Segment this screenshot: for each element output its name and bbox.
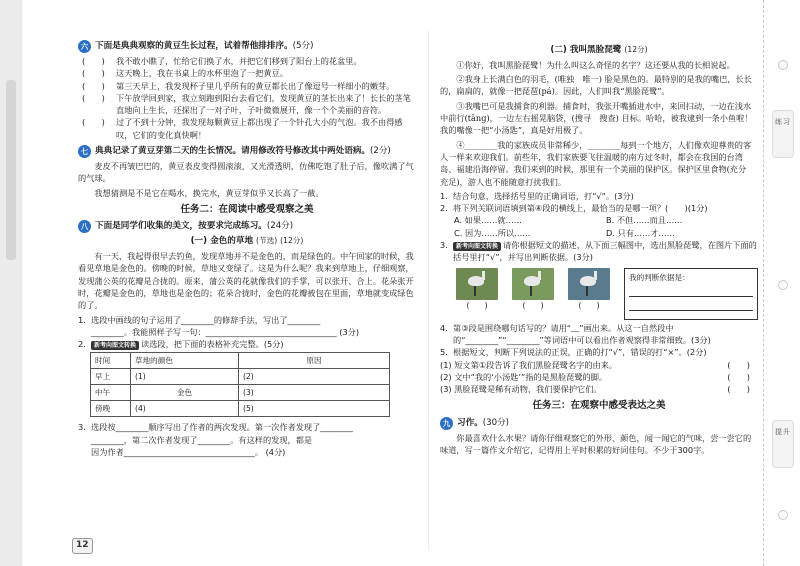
question-text: 选段中画线的句子运用了________的修辞手法，写出了________ [91, 314, 321, 325]
question-score: (3分) [339, 326, 360, 337]
question-6-title: 下面是典典观察的黄豆生长过程，试着帮他排排序。 [95, 41, 293, 52]
question-score: (3分) [691, 334, 711, 345]
table-cell-reason[interactable]: (3) [239, 385, 390, 401]
question-index: 4. [440, 322, 448, 333]
judgment-basis-box[interactable] [624, 268, 758, 320]
question-text: 选段按________顺序写出了作者的两次发现。第一次作者发现了________ [91, 422, 354, 433]
answer-paren[interactable]: ( ) [727, 359, 750, 370]
question-number-badge: 八 [78, 220, 91, 233]
table-cell-reason[interactable]: (5) [239, 401, 390, 417]
edge-tab-label: 练习 [775, 118, 791, 126]
question-index: 1. [440, 190, 448, 201]
order-item-text: 第三天早上，我发现杯子里几乎所有的黄豆都长出了像逗号一样细小的嫩芽。 [116, 80, 395, 91]
essay-prompt: 你最喜欢什么水果？请你仔细观察它的外形、颜色，闻一闻它的气味，尝一尝它的味道，写一篇作文介绍它，记得用上平时积累的好词佳句。不少于300字。 [440, 432, 752, 455]
question-9-score: (30分) [482, 417, 510, 428]
left-column [78, 40, 416, 458]
question-score: (3分) [614, 190, 634, 201]
order-item[interactable] [82, 55, 416, 67]
task-2-title: 任务二：在阅读中感受观察之美 [180, 203, 314, 215]
passage-2-heading: (二) 我叫黑脸琵鹭 [550, 45, 622, 55]
new-trend-badge: 新考向图文转换 [453, 242, 501, 251]
answer-paren[interactable]: ( ) [727, 371, 750, 382]
edge-tab [772, 420, 794, 468]
true-false-item[interactable] [440, 371, 758, 383]
question-number-badge: 九 [440, 417, 453, 430]
question-text: 结合句意，选择括号里的正确词语，打“√”。 [453, 190, 615, 201]
question-number-badge: 六 [78, 40, 91, 53]
bird-picture-1[interactable] [456, 268, 498, 311]
answer-paren[interactable]: ( ) [665, 203, 688, 214]
bird-picture-3[interactable] [568, 268, 610, 311]
question-index: 3. [440, 240, 448, 251]
statement-text: (1) 短文第①段告诉了我们黑脸琵鹭名字的由来。 [440, 359, 618, 370]
true-false-item[interactable] [440, 359, 758, 371]
question-9-header [440, 417, 758, 430]
page-number: 12 [72, 538, 93, 554]
passage-2-paragraph: ④________我的家族成员非常稀少，________每到一个地方，人们像欢迎尊贵的客人一样来欢迎我们。前些年，我们家族要飞往温暖的南方过冬时，都会在我国的台湾岛、福建沿海停留。我们来到的时候，那里有一个美丽的保护区。保护区里食物(充分 充足)，游人也不能随意打扰我们。 [440, 139, 755, 187]
table-header: 原因 [239, 353, 390, 369]
question-7-line: 我想猜测是不是它在喝水，换完水，黄豆芽似乎又长高了一截。 [94, 187, 324, 198]
question-index: 3. [78, 422, 86, 433]
true-false-item[interactable] [440, 383, 758, 395]
option-key: B. [606, 215, 615, 226]
table-cell-time: 傍晚 [91, 401, 131, 417]
question-7-header [78, 145, 416, 158]
question-8-header [78, 220, 416, 233]
passage-2-title [440, 44, 758, 57]
writing-line[interactable] [629, 301, 753, 311]
option-text: 如果……就…… [464, 215, 522, 226]
passage-1-heading: (一) 金色的草地 [190, 236, 254, 247]
question-text: 读选段，把下面的表格补充完整。 [141, 339, 264, 350]
order-item-text: 过了不到十分钟，我发现每颗黄豆上都出现了一个针孔大小的气泡。我不由得感叹，它们的变化真快啊！ [116, 117, 403, 140]
grass-color-table [90, 352, 390, 417]
passage-1-note: (节选) [256, 236, 278, 246]
answer-paren[interactable]: ( ) [82, 68, 105, 79]
bird-pictures [456, 268, 758, 320]
passage-2-paragraph: ②我身上长满白色的羽毛，(唯独 唯一) 脸是黑色的。最特别的是我的嘴巴，长长的，扁扁的，就像一把琵琶(pá)。因此，人们叫我“黑脸琵鹭”。 [440, 74, 752, 97]
question-score: (1分) [687, 203, 708, 214]
column-divider [428, 30, 429, 550]
binding-hole [778, 280, 788, 290]
question-text: 根据短文，判断下列说法的正误，正确的打“√”，错误的打“×”。 [453, 347, 687, 358]
bird-image [512, 268, 554, 300]
passage-2-score: (12分) [624, 45, 648, 54]
choice-options [454, 214, 758, 239]
edge-tab-label: 提升 [775, 428, 791, 436]
question-text: 请你根据短文的描述，从下面三幅图中，选出黑脸琵鹭，在图片下面的括号里打“√”，并写出判断依据。 [453, 240, 757, 263]
order-item[interactable] [82, 67, 416, 79]
question-text: 第③段是围绕哪句话写的？请用“﹏”画出来。从这一自然段中的“________”“________”等词语中可以看出作者观察得非常细致。 [453, 322, 692, 345]
bird-picture-2[interactable] [512, 268, 554, 311]
order-item-text: 我不敢小瞧了，忙给它们换了水，并把它们移到了阳台上的花盆里。 [116, 56, 362, 66]
passage-1-question-3[interactable] [78, 421, 416, 458]
question-9-title: 习作。 [457, 417, 483, 428]
question-text: ________，第二次作者发现了________。有这样的发现，都是 [91, 434, 313, 445]
option-key: C. [454, 227, 463, 238]
option-text: 不但……而且…… [616, 215, 683, 226]
right-binding-edge [763, 0, 800, 566]
left-binding-margin [0, 0, 22, 566]
question-text: 因为作者________________________________。 [91, 447, 263, 458]
choice-option-a[interactable] [454, 214, 606, 226]
question-6-score: (5分) [292, 41, 314, 52]
option-key: A. [454, 215, 463, 226]
choice-option-c[interactable] [454, 227, 606, 239]
passage-2-question-5 [440, 346, 758, 358]
question-7-score: (2分) [370, 146, 391, 157]
passage-2-question-3 [440, 239, 758, 264]
table-header: 草地的颜色 [131, 353, 239, 369]
option-text: 只有……才…… [617, 227, 675, 238]
passage-2-question-1 [440, 190, 758, 202]
passage-1-question-2: 2. 新考向图文转换 读选段，把下面的表格补充完整。(5分) [78, 339, 284, 350]
question-text: 将下列关联词语填到第④段的横线上，最恰当的是哪一项？ [453, 203, 666, 214]
passage-1-question-1[interactable] [78, 314, 416, 339]
new-trend-badge: 新考向图文转换 [91, 341, 139, 350]
question-6-header [78, 40, 416, 53]
bird-image [456, 268, 498, 300]
writing-line[interactable] [629, 287, 753, 297]
question-score: (2分) [686, 347, 707, 358]
choice-option-d[interactable] [606, 227, 758, 239]
question-8-title: 下面是同学们收集的美文，按要求完成练习。 [95, 221, 267, 232]
question-8-score: (24分) [266, 221, 294, 232]
question-score: (3分) [573, 252, 593, 263]
order-item[interactable] [82, 116, 416, 141]
question-7-line: 麦皮不再皱巴巴的，黄豆表皮变得圆滚滚，又光滑透明，仿佛吃饱了肚子后，像吹满了气的气球。 [78, 161, 414, 184]
answer-paren[interactable]: ( ) [82, 56, 105, 66]
table-cell-color[interactable]: (1) [131, 369, 239, 385]
bird-image [568, 268, 610, 300]
binding-hole [778, 510, 788, 520]
answer-paren[interactable]: ( ) [82, 117, 105, 128]
question-score: (5分) [263, 339, 284, 350]
order-item-text: 下午放学回到家，我立刻跑到阳台去看它们，发现黄豆的茎长出来了！长长的茎笔直地向上生长，还探出了一对子叶，子叶微微展开，像一个个美丽的音符。 [116, 92, 411, 116]
passage-2-question-2 [440, 202, 758, 214]
picture-answer-paren[interactable]: ( ) [466, 300, 488, 310]
question-text: ________。我能照样子写一句：________________________________ [91, 326, 337, 337]
answer-paren[interactable]: ( ) [82, 92, 105, 103]
passage-1-text: 有一天，我起得很早去钓鱼，发现草地并不是金色的，而是绿色的。中午回家的时候，我看见草地是金色的。傍晚的时候，草地又变绿了。这是为什么呢？我来到草地上，仔细观察，发现蒲公英的花瓣是合拢的。原来，蒲公英的花就像我们的手掌，可以张开、合上。花朵张开时，花瓣是金色的，草地也是金色的；花朵合拢时，金色的花瓣被包在里面，草地就变成绿色的了。 [78, 251, 414, 311]
question-score: (4分) [265, 447, 286, 458]
table-row [91, 385, 390, 401]
edge-tab [772, 110, 794, 158]
right-column [440, 42, 758, 458]
table-cell-color: 金色 [131, 385, 239, 401]
table-cell-time: 早上 [91, 369, 131, 385]
statement-text: (2) 文中“我的‘小汤匙’”指的是黑脸琵鹭的脚。 [440, 371, 608, 382]
question-index: 5. [440, 347, 448, 358]
order-item[interactable] [82, 92, 416, 117]
question-6-items [78, 55, 416, 141]
option-text: 因为……所以…… [464, 227, 531, 238]
question-index: 1. [78, 314, 86, 325]
table-header: 时间 [91, 353, 131, 369]
answer-paren[interactable]: ( ) [727, 384, 750, 395]
picture-answer-paren[interactable]: ( ) [578, 300, 600, 310]
question-number-badge: 七 [78, 145, 91, 158]
passage-1-score: (12分) [280, 236, 304, 246]
table-cell-reason[interactable]: (2) [239, 369, 390, 385]
task-3-title: 任务三：在观察中感受表达之美 [532, 400, 666, 412]
table-cell-color[interactable]: (4) [131, 401, 239, 417]
option-key: D. [606, 227, 615, 238]
passage-2-question-4[interactable] [440, 322, 758, 347]
table-cell-time: 中午 [91, 385, 131, 401]
order-item-text: 这天晚上，我在书桌上的水杯里泡了一把黄豆。 [116, 68, 288, 79]
picture-answer-paren[interactable]: ( ) [522, 300, 544, 310]
binding-hole [778, 60, 788, 70]
order-item[interactable] [82, 80, 416, 92]
passage-2-paragraph: ①你好，我叫黑脸琵鹭！为什么叫这么奇怪的名字？这还要从我的长相说起。 [456, 59, 735, 70]
statement-text: (3) 黑脸琵鹭是稀有动物，我们要保护它们。 [440, 384, 602, 395]
choice-option-b[interactable] [606, 214, 758, 226]
question-index: 2. [440, 203, 448, 214]
passage-1-title [78, 235, 416, 248]
answer-paren[interactable]: ( ) [82, 80, 105, 91]
table-row [91, 401, 390, 417]
table-row [91, 369, 390, 385]
judgment-basis-label: 我的判断依据是： [629, 272, 690, 282]
passage-2-paragraph: ③我嘴巴可是我捕食的利器。捕食时，我张开嘴插进水中，来回扫动，一边在浅水中前行(tāng)，一边左右摇晃脑袋，(搜寻 搜查) 目标。哈哈，被我逮到一条小鱼啦！我的嘴像一把“小汤匙”，真是好用极了。 [440, 100, 753, 136]
question-7-title: 典典记录了黄豆芽第二天的生长情况。请用修改符号修改其中两处语病。 [95, 146, 371, 157]
